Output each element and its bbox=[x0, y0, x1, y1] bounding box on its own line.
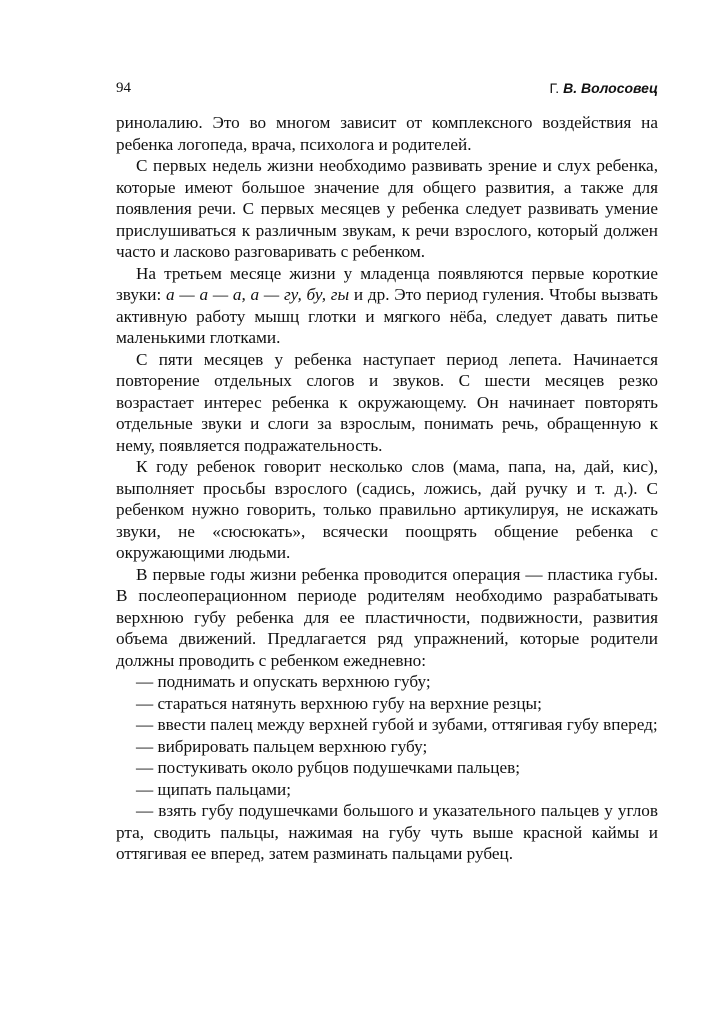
list-item: — щипать пальцами; bbox=[136, 779, 292, 799]
page-number: 94 bbox=[116, 80, 131, 96]
author-name: В. Волосовец bbox=[563, 80, 658, 96]
running-head bbox=[549, 80, 658, 96]
paragraph-cooing-post: и др. Это период гуления. Чтобы вызвать активную работу мышц глотки и мягкого нёба, следует давать питье маленькими глотками. bbox=[116, 285, 658, 347]
paragraph-continuation: ринолалию. Это во многом зависит от комплексного воздействия на ребенка логопеда, врача, психолога и родителей. bbox=[116, 113, 658, 154]
list-item: — взять губу подушечками большого и указательного пальцев у углов рта, сводить пальцы, нажимая на губу чуть выше красной каймы и оттягивая ее вперед, затем разминать пальцами рубец. bbox=[116, 801, 658, 863]
paragraph-lip-surgery: В первые годы жизни ребенка проводится операция — пластика губы. В послеоперационном периоде родителям необходимо разрабатывать верхнюю губу ребенка для ее пластичности, подвижности, развития объема движений. Предлагается ряд упражнений, которые родители должны проводить с ребенком ежедневно: bbox=[116, 564, 658, 670]
author-initial: Г. bbox=[549, 80, 560, 96]
body-text bbox=[116, 112, 658, 865]
list-item: — ввести палец между верхней губой и зубами, оттягивая губу вперед; bbox=[136, 715, 658, 734]
page-header bbox=[116, 80, 658, 102]
paragraph-early-development: С первых недель жизни необходимо развивать зрение и слух ребенка, которые имеют большое значение для общего развития, а также для появления речи. С первых месяцев у ребенка следует развивать умение прислушиваться к различным звукам, к речи взрослого, который должен часто и ласково разговаривать с ребенком. bbox=[116, 156, 658, 261]
cooing-sounds: а — а — а, а — гу, бу, гы bbox=[166, 285, 350, 304]
paragraph-babbling: С пяти месяцев у ребенка наступает период лепета. Начинается повторение отдельных слогов и звуков. С шести месяцев резко возрастает интерес ребенка к окружающему. Он начинает повторять отдельные звуки и слоги за взрослым, понимать речь, обращенную к нему, появляется подражательность. bbox=[116, 349, 658, 455]
list-item: — постукивать около рубцов подушечками пальцев; bbox=[136, 758, 520, 777]
paragraph-cooing-pre: На третьем месяце жизни у младенца появляются первые короткие звуки: bbox=[116, 263, 658, 304]
list-item: — поднимать и опускать верхнюю губу; bbox=[136, 672, 431, 691]
list-item: — стараться натянуть верхнюю губу на верхние резцы; bbox=[136, 693, 542, 713]
paragraph-first-words: К году ребенок говорит несколько слов (мама, папа, на, дай, кис), выполняет просьбы взрослого (садись, ложись, дай ручку и т. д.). С ребенком нужно говорить, только правильно артикулируя, не искажать звуки, не «сюсюкать», всячески поощрять общение ребенка с окружающими людьми. bbox=[116, 457, 658, 562]
paragraph-cooing bbox=[116, 263, 658, 349]
list-item: — вибрировать пальцем верхнюю губу; bbox=[136, 736, 428, 756]
